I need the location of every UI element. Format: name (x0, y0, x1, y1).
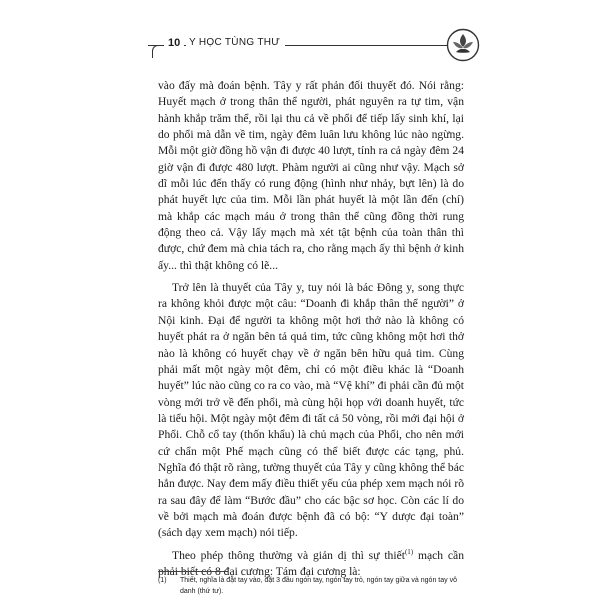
footnote-text: Thiết, nghĩa là đặt tay vào, đặt 3 đầu ngón tay, ngón tay trỏ, ngón tay giữa và ngón tay vô danh (thứ tư). (180, 577, 457, 595)
footnote-mark: (1) (158, 577, 167, 584)
running-title: Y HỌC TÙNG THƯ (186, 37, 285, 48)
footnote-reference: (1) (404, 547, 414, 556)
page-number: 10 (164, 37, 184, 49)
header-bracket (152, 45, 163, 58)
footnote (158, 576, 464, 597)
paragraph-2: Trở lên là thuyết của Tây y, tuy nói là bác Đông y, song thực ra không khỏi được một câu: “Doanh đi khắp thân thể người” ở Nội kinh. Đại để người ta không một hơi thở nào là không có huyết phát ra ở ngăn bên tả quả tim, tức cũng không một hơi thở nào là không có huyết chạy về ở ngăn bên hữu quả tim. Cùng phải mất một ngày một đêm, chỉ có một điều khác là “Doanh huyết” lúc nào cũng co ra co vào, mà “Vệ khí” đi phải cần đủ một vòng mới trở về đến phổi, mà cùng hội họp với doanh huyết, tức là tiểu hội. Một ngày một đêm đi tất cả 50 vòng, rồi mới đại hội ở Phổi. Chỗ cổ tay (thốn khẩu) là chủ mạch của Phổi, cho nên mới cứ chẩn một Phế mạch cũng có thể biết được các tạng, phủ. Nghĩa đó thật rõ ràng, tường thuyết của Tây y cũng không thể bác hẳn được. Nay đem mấy điều thiết yếu của phép xem mạch nói rõ ra sau đây để làm “Bước đầu” cho các bậc sơ học. Còn các lí do về bởi mạch mà đoán được bệnh đã có bộ: “Y dược đại toàn” (sách dạy xem mạch) nói tiếp. (158, 281, 464, 540)
footnote-divider (158, 571, 228, 572)
paragraph-1: vào đấy mà đoán bệnh. Tây y rất phản đối thuyết đó. Nói rằng: Huyết mạch ở trong thân thể người, phát nguyên ra tự tim, vận hành khắp trăm thể, rồi lại thu cả về phổi để tiếp lấy sinh khí, lại do phổi mà dẫn về tim, ngày đêm luân lưu không lúc nào ngừng. Mỗi một giờ đồng hồ vận đi được 40 lượt, tính ra cả ngày đêm 24 giờ vận đi được 480 lượt. Phàm người ai cũng như vậy. Mạch sở dĩ mỗi lúc đến thấy có rung động (hình như nhảy, bựt lên) là do phát huyết lực của tim. Mỗi lần phát huyết là một lần đến (chí) mà khắp các mạch máu ở trong thân thể cũng đồng thời rung động theo cả. Vậy lấy mạch mà xét tật bệnh của toàn thân thì được, chứ đem mà chia tách ra, cho rằng mạch ấy thì bệnh ở kinh ấy... thì thật không có lẽ... (158, 79, 464, 272)
page-body (158, 78, 464, 580)
lotus-emblem-icon (446, 28, 480, 62)
running-header (148, 34, 466, 58)
paragraph-3-text-b: mạch cần phải biết có 8 đại cương: Tám đại cương là: (158, 548, 464, 578)
paragraph-3-text-a: Theo phép thông thường và giản dị thì sự thiết (172, 548, 405, 562)
